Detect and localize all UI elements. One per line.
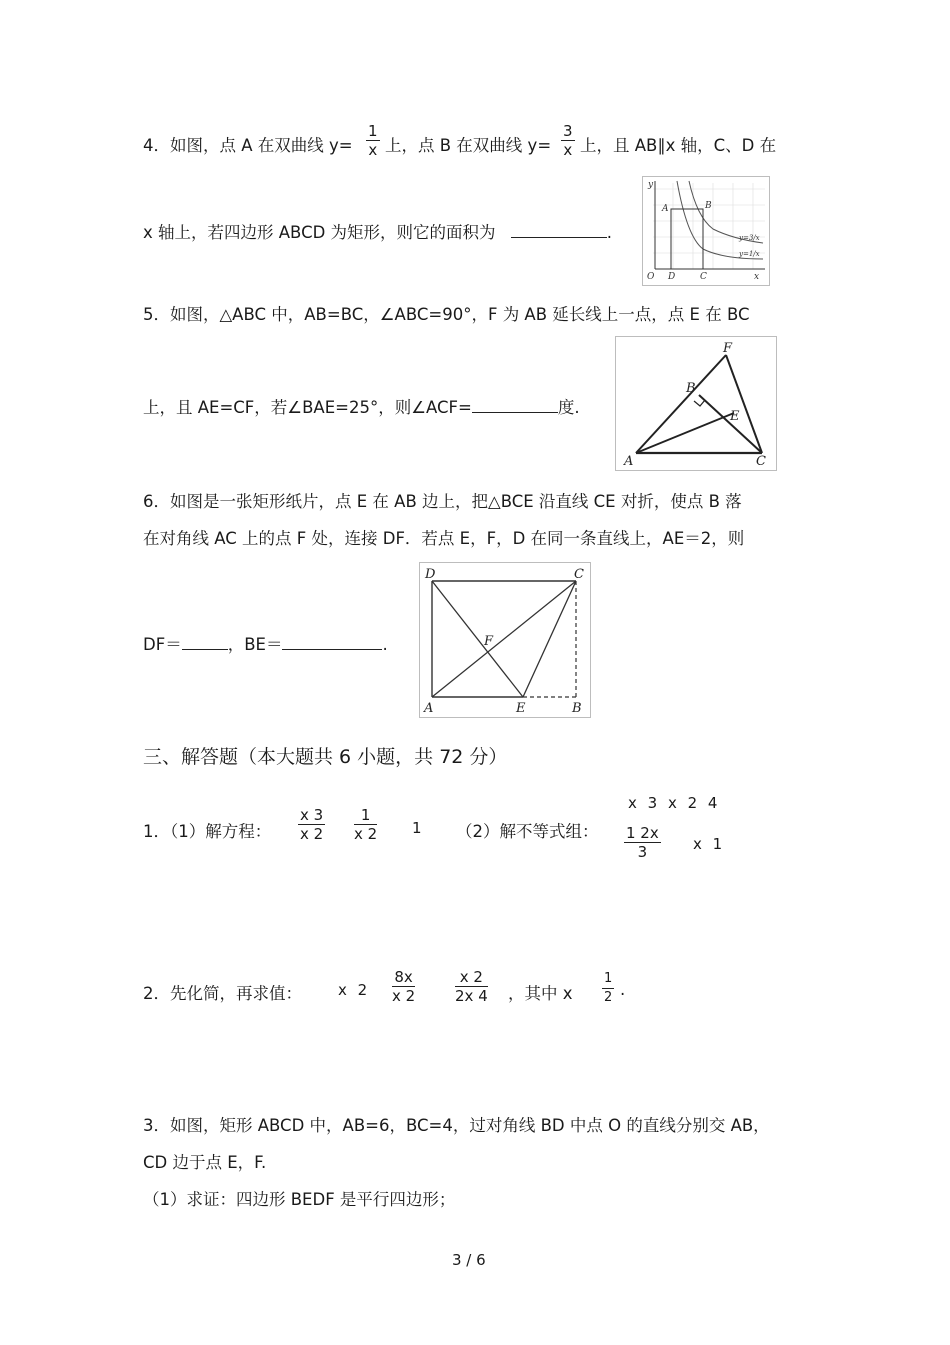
p2-fraction-a: [392, 968, 415, 1005]
label-B: B: [686, 381, 696, 396]
p2-c-den: 2: [604, 990, 613, 1005]
label-A: A: [624, 454, 634, 469]
p3-sub1: （1）求证：四边形 BEDF 是平行四边形；: [143, 1190, 456, 1209]
p2-fraction-c: [602, 970, 614, 1007]
p3-line2: CD 边于点 E，F.: [143, 1153, 267, 1172]
q5-figure: [615, 336, 777, 471]
q6-df: DF＝: [143, 635, 182, 654]
label-B: B: [572, 701, 582, 716]
page-number: 3 / 6: [452, 1251, 486, 1269]
q4-fraction-2: [561, 122, 575, 159]
label-O: O: [647, 272, 655, 282]
q4-answer-blank: [511, 237, 607, 238]
p1-fraction-b: [354, 806, 377, 843]
label-D: D: [425, 567, 436, 582]
label-B: B: [705, 201, 712, 211]
p1-b-num: 1: [354, 806, 377, 825]
p1-ineq2-rhs: x 1: [693, 835, 723, 853]
q6-end: .: [382, 635, 388, 654]
p2-b-num: x 2: [455, 968, 488, 987]
p1-ineq2-den: 3: [637, 843, 648, 861]
p2-label: 2．先化简，再求值：: [143, 984, 302, 1003]
q4-pre: 4．如图，点 A 在双曲线 y=: [143, 136, 353, 155]
p2-c-num: 1: [602, 970, 614, 989]
q5-line1: 5．如图，△ABC 中，AB=BC，∠ABC=90°，F 为 AB 延长线上一点，点 E 在 BC: [143, 305, 750, 324]
p2-fraction-b: [455, 968, 488, 1005]
q5-answer-blank: [472, 412, 558, 413]
label-curve3: y=3/x: [739, 234, 760, 242]
q6-be: ，BE＝: [227, 635, 283, 654]
p1-rhs: 1: [412, 819, 422, 837]
label-C: C: [574, 567, 584, 582]
p1-ineq1: x 3 x 2 4: [628, 794, 718, 812]
q6-line1: 6．如图是一张矩形纸片，点 E 在 AB 边上，把△BCE 沿直线 CE 对折，使点 B 落: [143, 492, 742, 511]
p2-term: x 2: [338, 981, 368, 999]
p2-end: .: [620, 980, 626, 999]
label-A: A: [424, 701, 434, 716]
p1-a-den: x 2: [300, 825, 324, 843]
q6-figure: [419, 562, 591, 718]
q4-post: 上，且 AB∥x 轴，C、D 在: [580, 136, 777, 155]
q4-fraction-1: [366, 122, 380, 159]
q5-line2: [143, 394, 580, 418]
p2-a-den: x 2: [392, 987, 416, 1005]
label-C: C: [700, 272, 707, 282]
label-F: F: [484, 634, 494, 649]
label-x: x: [754, 272, 760, 282]
q6-df-blank: [182, 649, 228, 650]
q4-line1: [143, 132, 353, 156]
p1-ineq2-fraction: [624, 824, 661, 861]
q4-mid: 上，点 B 在双曲线 y=: [385, 136, 552, 155]
q4-line2: [143, 219, 612, 243]
label-F: F: [723, 341, 733, 356]
p2-tail: ，其中 x: [508, 984, 573, 1003]
label-y: y: [648, 180, 654, 190]
q4-f1-den: x: [368, 141, 378, 159]
label-curve1: y=1/x: [739, 250, 760, 258]
p1-label: 1．（1）解方程：: [143, 822, 272, 841]
p1-a-num: x 3: [300, 806, 324, 824]
p1-part2: （2）解不等式组：: [456, 822, 599, 841]
curve-y-1-over-x: [677, 181, 763, 259]
rectangle-ABCD: [671, 209, 703, 269]
p2-b-den: 2x 4: [455, 987, 488, 1005]
p1-ineq2-num: 1 2x: [626, 824, 659, 842]
label-A: A: [662, 204, 669, 214]
p1-fraction-a: [298, 806, 325, 843]
q5-line2-post: 度.: [557, 398, 580, 417]
q6-be-blank: [282, 649, 382, 650]
q4-line2-text: x 轴上，若四边形 ABCD 为矩形，则它的面积为: [143, 223, 496, 242]
q4-f2-den: x: [563, 141, 573, 159]
q4-figure: [642, 176, 770, 286]
p3-line1: 3．如图，矩形 ABCD 中，AB=6，BC=4，过对角线 BD 中点 O 的直线分别交 AB，: [143, 1116, 770, 1135]
section-3-heading: 三、解答题（本大题共 6 小题，共 72 分）: [143, 746, 508, 768]
label-D: D: [668, 272, 676, 282]
label-E: E: [730, 409, 740, 424]
label-E: E: [516, 701, 526, 716]
p1-b-den: x 2: [354, 825, 378, 843]
q6-line2: 在对角线 AC 上的点 F 处，连接 DF．若点 E，F，D 在同一条直线上，AE＝2，则: [143, 529, 745, 548]
q4-f2-num: 3: [563, 122, 573, 140]
label-C: C: [756, 454, 766, 469]
p2-a-num: 8x: [392, 968, 415, 987]
q4-f1-num: 1: [368, 122, 378, 140]
q4-end: .: [606, 223, 613, 242]
q6-line3: [143, 631, 388, 655]
q5-line2-pre: 上，且 AE=CF，若∠BAE=25°，则∠ACF=: [143, 398, 472, 417]
